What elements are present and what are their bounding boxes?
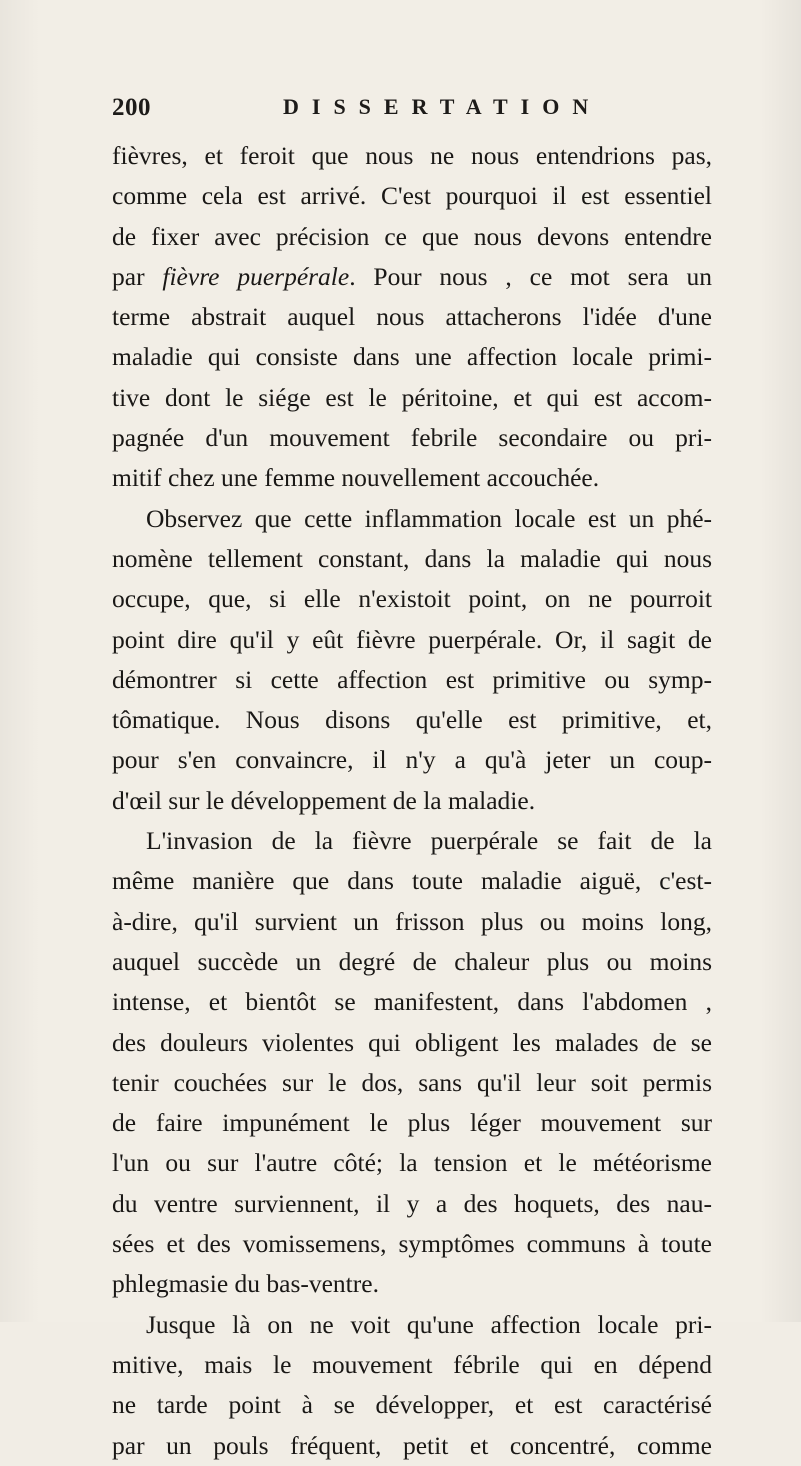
text-line: occupe, que, si elle n'existoit point, on ne pourroit (112, 584, 712, 614)
text-line: de faire impunément le plus léger mouvement sur (112, 1108, 712, 1138)
text-line: sées et des vomissemens, symptômes communs à toute (112, 1229, 712, 1259)
text-line: de fixer avec précision ce que nous devons entendre (112, 221, 712, 251)
text-line: l'un ou sur l'autre côté; la tension et le météorisme (112, 1148, 712, 1178)
text-line: Observez que cette inflammation locale est un phé- (146, 503, 712, 533)
text-line: tive dont le siége est le péritoine, et qui est accom- (112, 382, 712, 412)
body-text (112, 136, 712, 1466)
text-line: fièvres, et feroit que nous ne nous entendrions pas, (112, 141, 712, 170)
text-line: tômatique. Nous disons qu'elle est primitive, et, (112, 705, 712, 735)
text-run: . Pour nous , ce mot sera un (349, 261, 712, 291)
text-line: terme abstrait auquel nous attacherons l'idée d'une (112, 302, 712, 332)
text-line: du ventre surviennent, il y a des hoquets, des nau- (112, 1188, 712, 1218)
text-line: L'invasion de la fièvre puerpérale se fait de la (146, 826, 712, 856)
running-title: DISSERTATION (283, 94, 602, 119)
text-line: pagnée d'un mouvement febrile secondaire ou pri- (112, 423, 712, 453)
text-line: auquel succède un degré de chaleur plus ou moins (112, 946, 712, 976)
text-line: tenir couchées sur le dos, sans qu'il leur soit permis (112, 1067, 712, 1097)
text-line: nomène tellement constant, dans la maladie qui nous (112, 543, 712, 573)
text-line: mitive, mais le mouvement fébrile qui en dépend (112, 1349, 712, 1379)
text-line: maladie qui consiste dans une affection locale primi- (112, 342, 712, 372)
italic-term: fièvre puerpérale (162, 261, 350, 291)
text-line: démontrer si cette affection est primitive ou symp- (112, 664, 712, 694)
running-head (112, 94, 712, 128)
text-line: à-dire, qu'il survient un frisson plus ou moins long, (112, 906, 712, 936)
text-line: ne tarde point à se développer, et est caractérisé (112, 1390, 712, 1420)
text-line: des douleurs violentes qui obligent les malades de se (112, 1027, 712, 1057)
page-number: 200 (112, 94, 151, 121)
text-line: comme cela est arrivé. C'est pourquoi il est essentiel (112, 181, 712, 211)
text-line: Jusque là on ne voit qu'une affection locale pri- (146, 1309, 712, 1339)
text-line: intense, et bientôt se manifestent, dans l'abdomen , (112, 987, 712, 1017)
text-line: mitif chez une femme nouvellement accouchée. (112, 463, 600, 493)
text-line: phlegmasie du bas-ventre. (112, 1269, 379, 1299)
text-line: pour s'en convaincre, il n'y a qu'à jeter un coup- (112, 745, 712, 775)
text-line: d'œil sur le développement de la maladie. (112, 785, 536, 815)
text-line (112, 257, 712, 297)
text-run: par (112, 261, 163, 291)
text-line: même manière que dans toute maladie aiguë, c'est- (112, 866, 712, 896)
text-line: par un pouls fréquent, petit et concentré, comme (112, 1430, 712, 1460)
text-line: point dire qu'il y eût fièvre puerpérale. Or, il sagit de (112, 624, 712, 654)
